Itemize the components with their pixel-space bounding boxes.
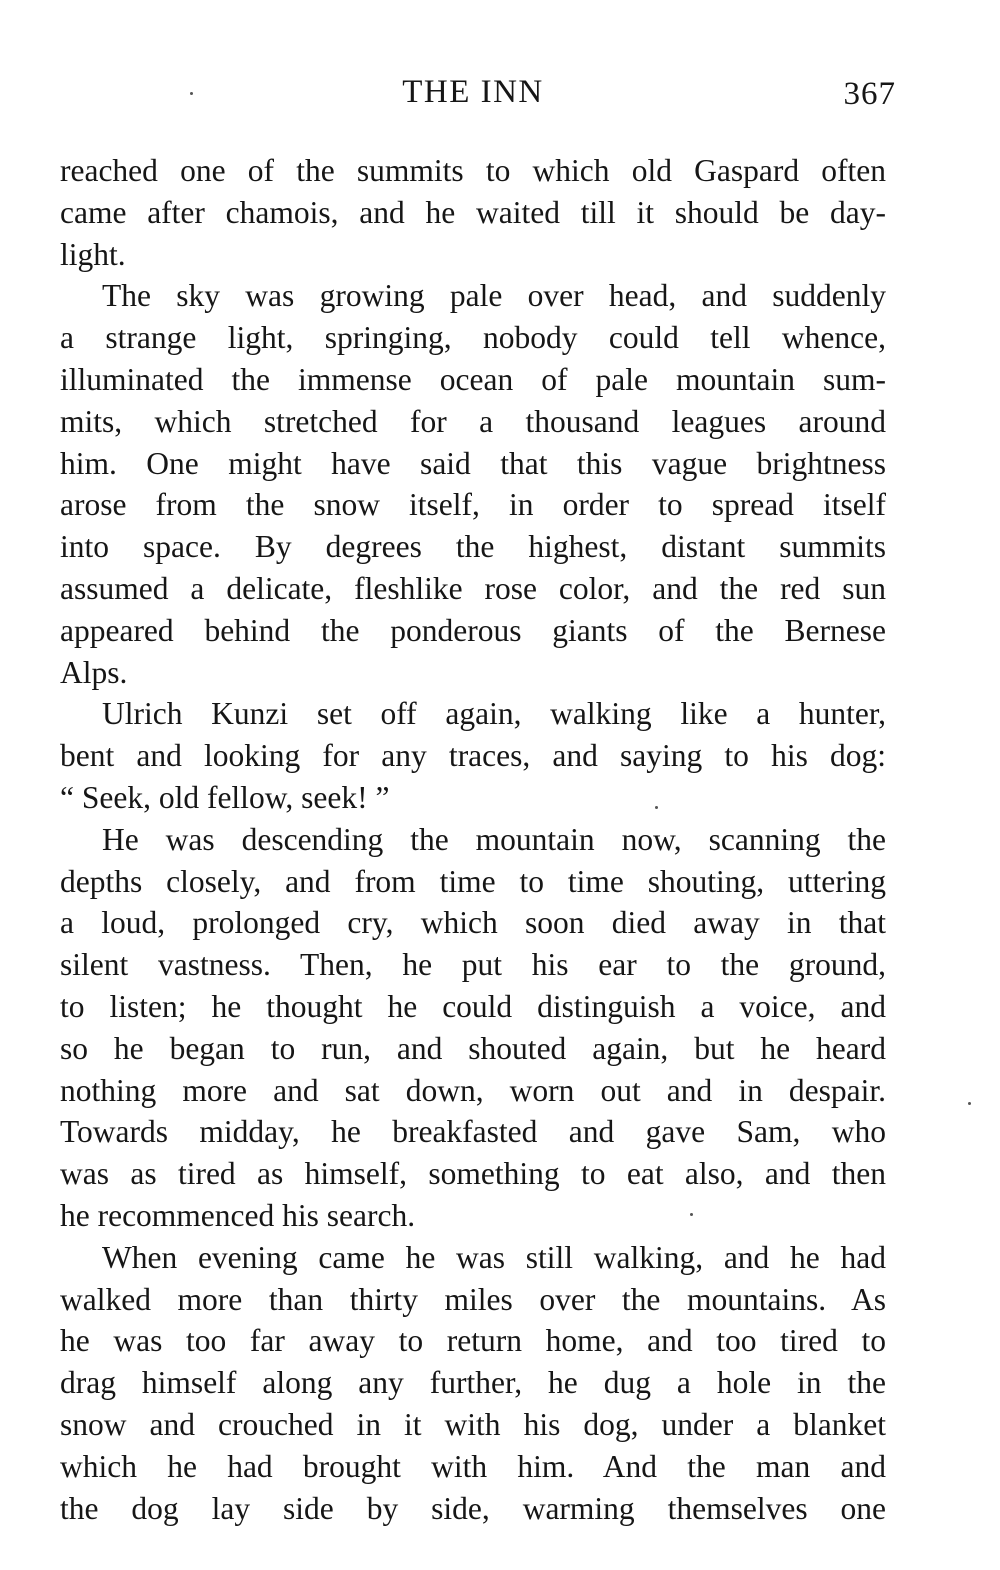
- print-speck: [655, 806, 658, 809]
- text-line: depths closely, and from time to time shouting, uttering: [60, 863, 886, 899]
- text-line: to listen; he thought he could distinguish a voice, and: [60, 988, 886, 1024]
- text-line: he recommenced his search.: [60, 1197, 416, 1233]
- text-line: nothing more and sat down, worn out and in despair.: [60, 1072, 886, 1108]
- text-line: bent and looking for any traces, and saying to his dog:: [60, 738, 886, 774]
- text-line: into space. By degrees the highest, distant summits: [60, 529, 886, 565]
- text-line: which he had brought with him. And the man and: [60, 1448, 886, 1484]
- text-line: appeared behind the ponderous giants of the Bernese: [60, 612, 886, 648]
- text-line: assumed a delicate, fleshlike rose color, and the red sun: [60, 570, 886, 606]
- print-speck: [690, 1213, 693, 1216]
- text-line: When evening came he was still walking, and he had: [102, 1239, 886, 1275]
- print-speck: [190, 92, 193, 95]
- text-line: he was too far away to return home, and too tired to: [60, 1323, 886, 1359]
- text-line: drag himself along any further, he dug a hole in the: [60, 1365, 886, 1401]
- text-line: him. One might have said that this vague brightness: [60, 445, 886, 481]
- text-line: reached one of the summits to which old Gaspard often: [60, 153, 886, 188]
- text-line: mits, which stretched for a thousand leagues around: [60, 403, 886, 439]
- text-line: was as tired as himself, something to eat also, and then: [60, 1156, 886, 1192]
- text-line: silent vastness. Then, he put his ear to the ground,: [60, 947, 886, 983]
- text-line: “ Seek, old fellow, seek! ”: [60, 779, 390, 815]
- text-line: arose from the snow itself, in order to spread itself: [60, 487, 886, 523]
- text-line: Towards midday, he breakfasted and gave Sam, who: [60, 1114, 886, 1150]
- text-line: light.: [60, 236, 126, 272]
- text-line: the dog lay side by side, warming themselves one: [60, 1490, 886, 1526]
- text-line: Ulrich Kunzi set off again, walking like a hunter,: [102, 696, 886, 732]
- print-speck: [968, 1102, 971, 1105]
- text-line: came after chamois, and he waited till it should be day-: [60, 194, 886, 230]
- text-line: so he began to run, and shouted again, but he heard: [60, 1030, 886, 1066]
- running-head: [60, 70, 896, 120]
- text-line: snow and crouched in it with his dog, under a blanket: [60, 1406, 886, 1442]
- page-number: 367: [843, 76, 896, 112]
- text-line: a loud, prolonged cry, which soon died away in that: [60, 905, 886, 941]
- text-line: a strange light, springing, nobody could tell whence,: [60, 320, 886, 356]
- text-line: illuminated the immense ocean of pale mountain sum-: [60, 361, 886, 397]
- text-line: He was descending the mountain now, scanning the: [102, 821, 886, 857]
- text-line: The sky was growing pale over head, and suddenly: [102, 278, 886, 314]
- running-head-title: THE INN: [402, 74, 544, 110]
- text-line: walked more than thirty miles over the mountains. As: [60, 1281, 886, 1317]
- text-line: Alps.: [60, 654, 128, 690]
- body-text: [60, 150, 886, 1529]
